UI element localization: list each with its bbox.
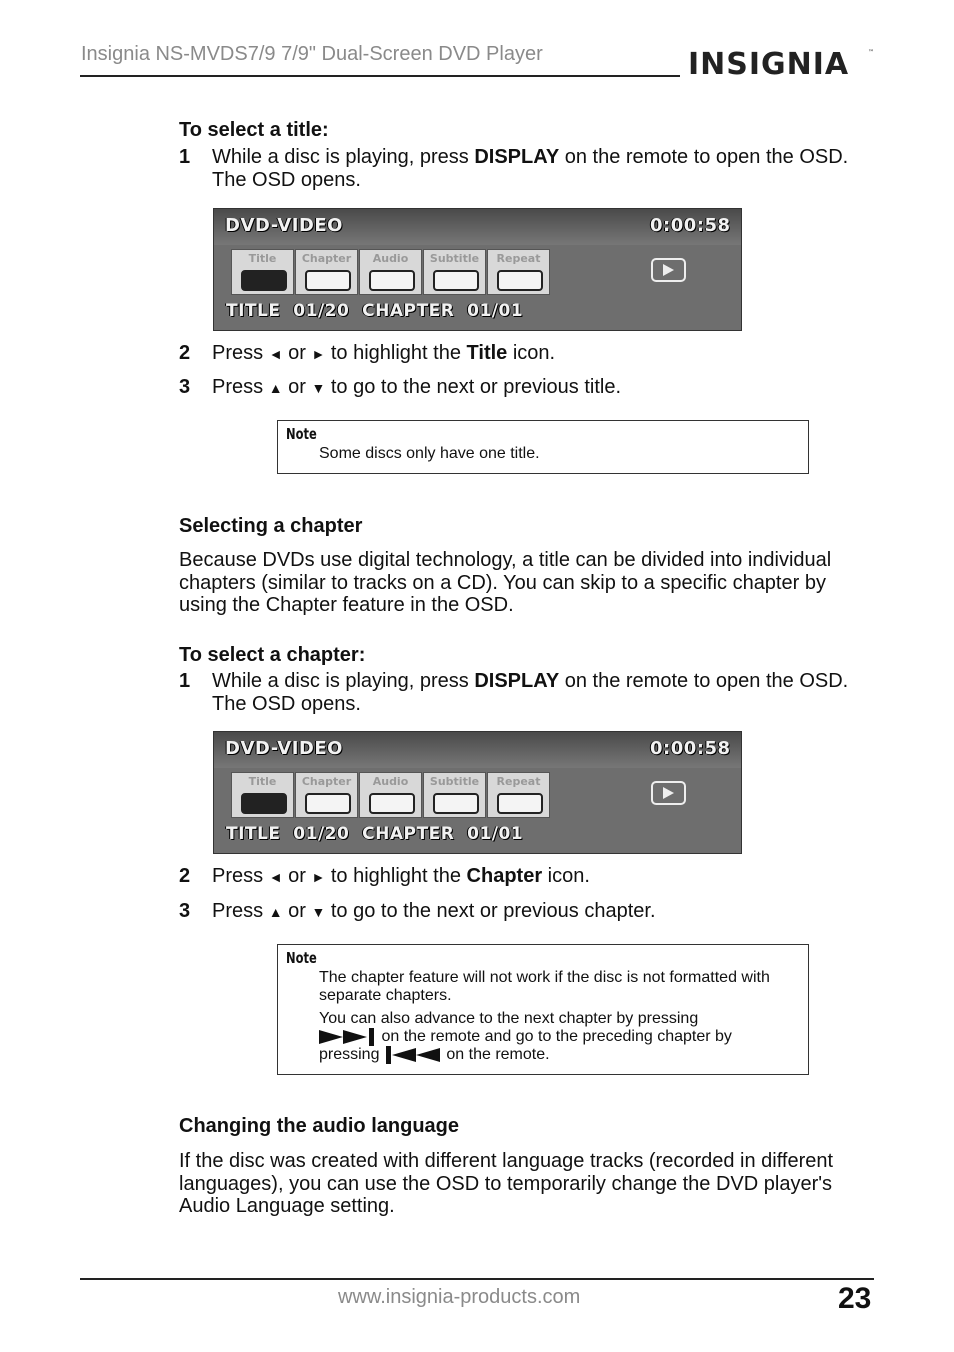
osd-time: 0:00:58 — [650, 738, 731, 759]
osd-chapter-tile: Chapter — [295, 249, 358, 295]
note-box — [277, 944, 809, 1075]
svg-text:INSIGNIA: INSIGNIA — [688, 47, 850, 82]
down-arrow-icon: ▼ — [311, 380, 326, 396]
left-arrow-icon: ◄ — [268, 869, 283, 885]
step-number: 3 — [179, 376, 191, 398]
skip-next-icon — [319, 1028, 377, 1046]
osd-header: DVD-VIDEO — [225, 215, 343, 236]
osd-subtitle-tile: Subtitle — [423, 249, 486, 295]
osd-header: DVD-VIDEO — [225, 738, 343, 759]
step-text: Press ◄ or ► to highlight the Chapter icon. — [212, 865, 590, 887]
up-arrow-icon: ▲ — [268, 380, 283, 396]
osd-chapter-tile: Chapter — [295, 772, 358, 818]
step-number: 2 — [179, 865, 191, 887]
step-number: 1 — [179, 670, 191, 692]
osd-repeat-tile: Repeat — [487, 772, 550, 818]
play-icon — [651, 781, 686, 805]
note-text: The chapter feature will not work if the disc is not formatted with separate chapters. — [319, 969, 770, 1004]
osd-subtitle-tile: Subtitle — [423, 772, 486, 818]
left-arrow-icon: ◄ — [268, 346, 283, 362]
osd-repeat-tile: Repeat — [487, 249, 550, 295]
osd-status: TITLE 01/20 CHAPTER 01/01 — [226, 301, 524, 321]
step-number: 2 — [179, 342, 191, 364]
osd-audio-tile: Audio — [359, 772, 422, 818]
note-text: Some discs only have one title. — [319, 445, 540, 462]
note-label: Note — [286, 949, 317, 967]
heading-select-chapter: To select a chapter: — [179, 644, 366, 666]
step-text: While a disc is playing, press DISPLAY on the remote to open the OSD. The OSD opens. — [212, 670, 849, 715]
svg-text:™: ™ — [868, 49, 874, 56]
osd-screenshot-chapter — [213, 731, 742, 854]
step-text: While a disc is playing, press DISPLAY on the remote to open the OSD. The OSD opens. — [212, 146, 849, 191]
page-number: 23 — [838, 1282, 872, 1315]
footer-url: www.insignia-products.com — [338, 1286, 581, 1308]
heading-selecting-chapter: Selecting a chapter — [179, 515, 363, 537]
header-rule — [80, 75, 680, 77]
osd-screenshot-title — [213, 208, 742, 331]
note-label: Note — [286, 425, 317, 443]
down-arrow-icon: ▼ — [311, 904, 326, 920]
right-arrow-icon: ► — [311, 346, 326, 362]
step-number: 1 — [179, 146, 191, 168]
up-arrow-icon: ▲ — [268, 904, 283, 920]
step-text: Press ▲ or ▼ to go to the next or previous chapter. — [212, 900, 656, 922]
heading-audio-language: Changing the audio language — [179, 1115, 459, 1137]
step-text: Press ▲ or ▼ to go to the next or previous title. — [212, 376, 622, 398]
play-icon — [651, 258, 686, 282]
step-text: Press ◄ or ► to highlight the Title icon. — [212, 342, 556, 364]
footer-rule — [80, 1278, 874, 1280]
note-box — [277, 420, 809, 474]
osd-title-tile: Title — [231, 772, 294, 818]
insignia-logo — [686, 36, 878, 92]
right-arrow-icon: ► — [311, 869, 326, 885]
osd-title-tile: Title — [231, 249, 294, 295]
body-paragraph: If the disc was created with different language tracks (recorded in different languages), you can use the OSD to temporarily change the DVD player's Audio Language setting. — [179, 1150, 834, 1217]
osd-status: TITLE 01/20 CHAPTER 01/01 — [226, 824, 524, 844]
note-text: You can also advance to the next chapter by pressing on the remote and go to the preceding chapter by pressing on the remote. — [319, 1010, 732, 1064]
osd-audio-tile: Audio — [359, 249, 422, 295]
step-number: 3 — [179, 900, 191, 922]
osd-time: 0:00:58 — [650, 215, 731, 236]
heading-select-title: To select a title: — [179, 119, 329, 141]
body-paragraph: Because DVDs use digital technology, a title can be divided into individual chapters (similar to tracks on a CD). You can skip to a specific chapter by using the Chapter feature in the OSD. — [179, 549, 832, 616]
running-header: Insignia NS-MVDS7/9 7/9" Dual-Screen DVD Player — [81, 43, 543, 65]
skip-previous-icon — [384, 1046, 442, 1064]
